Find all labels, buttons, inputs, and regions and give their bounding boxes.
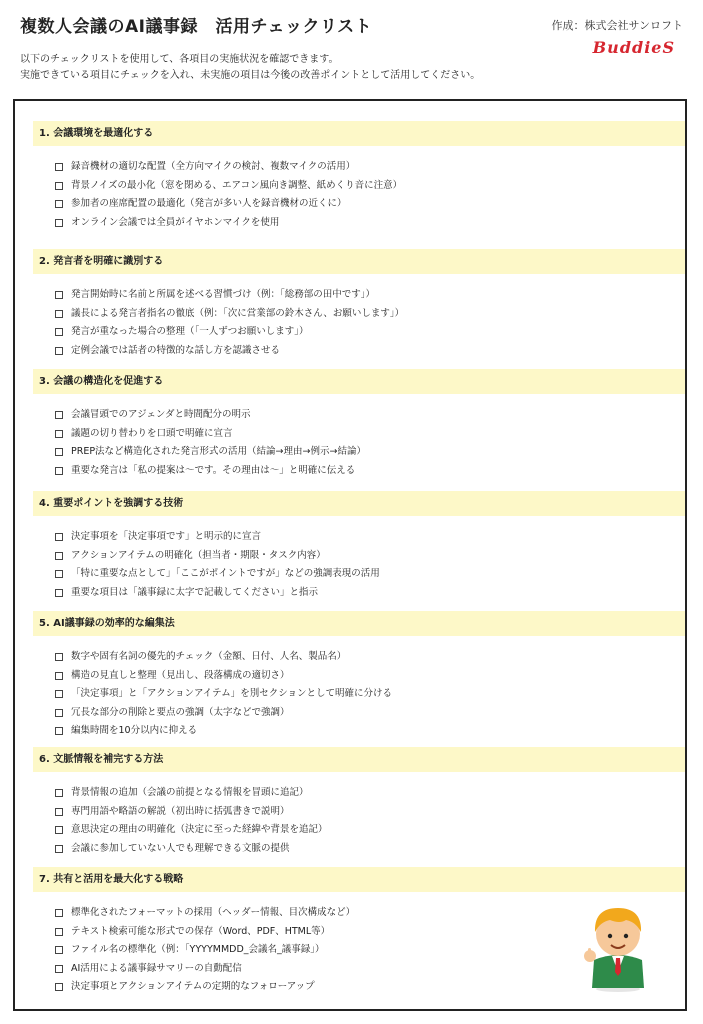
checklist-item-label: 会議冒頭でのアジェンダと時間配分の明示 [71, 409, 251, 420]
section-heading: 2. 発言者を明確に識別する [33, 249, 685, 274]
checklist-frame [13, 99, 687, 1011]
checklist-item [55, 305, 685, 324]
checklist-item [55, 584, 685, 603]
intro-line-2: 実施できている項目にチェックを入れ、未実施の項目は今後の改善ポイントとして活用してください。 [20, 70, 481, 81]
checklist-item-label: 背景ノイズの最小化（窓を閉める、エアコン風向き調整、紙めくり音に注意） [71, 179, 403, 191]
section-heading: 7. 共有と活用を最大化する戦略 [33, 867, 685, 892]
author-credit: 作成：株式会社サンロフト [551, 19, 683, 32]
checkbox[interactable] [55, 789, 63, 797]
checklist-item-label: 構造の見直しと整理（見出し、段落構成の適切さ） [71, 669, 290, 681]
checklist-item [55, 722, 685, 741]
checkbox[interactable] [55, 219, 63, 227]
mascot-eye-right [624, 934, 628, 938]
checklist-item-label: オンライン会議では全員がイヤホンマイクを使用 [71, 216, 280, 228]
section-heading: 5. AI議事録の効率的な編集法 [33, 611, 685, 636]
checklist-item-label: テキスト検索可能な形式での保存（Word、PDF、HTML等） [71, 925, 331, 937]
section-context [33, 747, 685, 858]
checklist-item-label: 録音機材の適切な配置（全方向マイクの検討、複数マイクの活用） [71, 161, 356, 172]
checklist-item-label: 標準化されたフォーマットの採用（ヘッダー情報、目次構成など） [71, 907, 356, 918]
checklist-item-label: 議長による発言者指名の徹底（例：「次に営業部の鈴木さん、お願いします」） [71, 307, 405, 319]
checkbox[interactable] [55, 552, 63, 560]
checklist-item [55, 214, 685, 233]
checklist-item [55, 443, 685, 462]
checklist [55, 406, 685, 480]
checklist-item-label: 「特に重要な点として」「ここがポイントですが」などの強調表現の活用 [71, 568, 380, 579]
checkbox[interactable] [55, 826, 63, 834]
checklist-item-label: 参加者の座席配置の最適化（発言が多い人を録音機材の近くに） [71, 198, 347, 209]
checkbox[interactable] [55, 163, 63, 171]
checkbox[interactable] [55, 965, 63, 973]
section-structure [33, 369, 685, 480]
checklist-item [55, 648, 685, 667]
mascot-thumb [588, 948, 591, 956]
checkbox[interactable] [55, 448, 63, 456]
checklist-item [55, 667, 685, 686]
checklist-item-label: AI活用による議事録サマリーの自動配信 [71, 962, 242, 974]
checklist-item [55, 177, 685, 196]
checklist-item [55, 342, 685, 361]
intro-text [20, 52, 480, 84]
checkbox[interactable] [55, 690, 63, 698]
checklist-item-label: 発言が重なった場合の整理（「一人ずつお願いします」） [71, 326, 309, 337]
checklist-item-label: 編集時間を10分以内に抑える [71, 725, 198, 736]
checkbox[interactable] [55, 430, 63, 438]
checkbox[interactable] [55, 310, 63, 318]
checklist-item [55, 685, 685, 704]
checklist-item-label: 重要な項目は「議事録に太字で記載してください」と指示 [71, 586, 319, 598]
checkbox[interactable] [55, 328, 63, 336]
mascot-character-illustration [578, 898, 658, 993]
section-heading: 6. 文脈情報を補完する方法 [33, 747, 685, 772]
checkbox[interactable] [55, 347, 63, 355]
checkbox[interactable] [55, 909, 63, 917]
checklist-item [55, 565, 685, 584]
checklist [55, 528, 685, 602]
checklist-item-label: 意思決定の理由の明確化（決定に至った経緯や背景を追記） [71, 824, 328, 835]
checklist-item [55, 803, 685, 822]
checklist-item [55, 323, 685, 342]
checklist [55, 648, 685, 741]
checklist-item [55, 406, 685, 425]
checkbox[interactable] [55, 570, 63, 578]
section-heading: 1. 会議環境を最適化する [33, 121, 685, 146]
mascot-eye-left [608, 934, 612, 938]
checklist-item-label: 定例会議では話者の特徴的な話し方を認識させる [71, 344, 281, 356]
section-heading: 4. 重要ポイントを強調する技術 [33, 491, 685, 516]
checklist-item-label: 「決定事項」と「アクションアイテム」を別セクションとして明確に分ける [71, 688, 393, 699]
checklist-item-label: アクションアイテムの明確化（担当者・期限・タスク内容） [71, 549, 326, 561]
section-environment [33, 121, 685, 232]
checklist-item-label: 重要な発言は「私の提案は〜です。その理由は〜」と明確に伝える [71, 464, 356, 476]
checkbox[interactable] [55, 845, 63, 853]
checkbox[interactable] [55, 533, 63, 541]
checkbox[interactable] [55, 709, 63, 717]
section-editing [33, 611, 685, 741]
checklist-item [55, 158, 685, 177]
checkbox[interactable] [55, 983, 63, 991]
checklist-item [55, 195, 685, 214]
checklist-item-label: 冗長な部分の削除と要点の強調（太字などで強調） [71, 706, 290, 718]
checkbox[interactable] [55, 291, 63, 299]
checklist-item-label: ファイル名の標準化（例：「YYYYMMDD_会議名_議事録」） [71, 944, 325, 955]
checklist-item-label: 数字や固有名詞の優先的チェック（金額、日付、人名、製品名） [71, 651, 347, 662]
checklist [55, 784, 685, 858]
checklist [55, 158, 685, 232]
checkbox[interactable] [55, 589, 63, 597]
checkbox[interactable] [55, 727, 63, 735]
section-emphasis [33, 491, 685, 602]
buddies-logo: BuddieS [592, 38, 675, 57]
checklist [55, 286, 685, 360]
section-speaker-identification [33, 249, 685, 360]
checklist-item-label: 決定事項とアクションアイテムの定期的なフォローアップ [71, 981, 315, 992]
checklist-item-label: 議題の切り替わりを口頭で明確に宣言 [71, 427, 233, 439]
checkbox[interactable] [55, 653, 63, 661]
checklist-item-label: 発言開始時に名前と所属を述べる習慣づけ（例：「総務部の田中です」） [71, 289, 376, 300]
checkbox[interactable] [55, 672, 63, 680]
checkbox[interactable] [55, 467, 63, 475]
checklist-item [55, 286, 685, 305]
checklist-item [55, 425, 685, 444]
checklist-item [55, 462, 685, 481]
checklist-item-label: 専門用語や略語の解説（初出時に括弧書きで説明） [71, 805, 290, 817]
checklist-item-label: 背景情報の追加（会議の前提となる情報を冒頭に追記） [71, 787, 309, 798]
intro-line-1: 以下のチェックリストを使用して、各項目の実施状況を確認できます。 [20, 54, 339, 65]
checkbox[interactable] [55, 411, 63, 419]
section-heading: 3. 会議の構造化を促進する [33, 369, 685, 394]
checklist-item [55, 547, 685, 566]
checklist-item-label: 会議に参加していない人でも理解できる文脈の提供 [71, 842, 290, 854]
checklist-item [55, 784, 685, 803]
checkbox[interactable] [55, 808, 63, 816]
checklist-item [55, 840, 685, 859]
checklist-item-label: 決定事項を「決定事項です」と明示的に宣言 [71, 531, 262, 542]
checkbox[interactable] [55, 946, 63, 954]
checkbox[interactable] [55, 928, 63, 936]
checklist-item-label: PREP法など構造化された発言形式の活用（結論→理由→例示→結論） [71, 446, 366, 457]
page-title: 複数人会議のAI議事録 活用チェックリスト [20, 17, 373, 37]
checkbox[interactable] [55, 200, 63, 208]
checklist-item [55, 704, 685, 723]
checklist-item [55, 528, 685, 547]
checklist-item [55, 821, 685, 840]
checkbox[interactable] [55, 182, 63, 190]
